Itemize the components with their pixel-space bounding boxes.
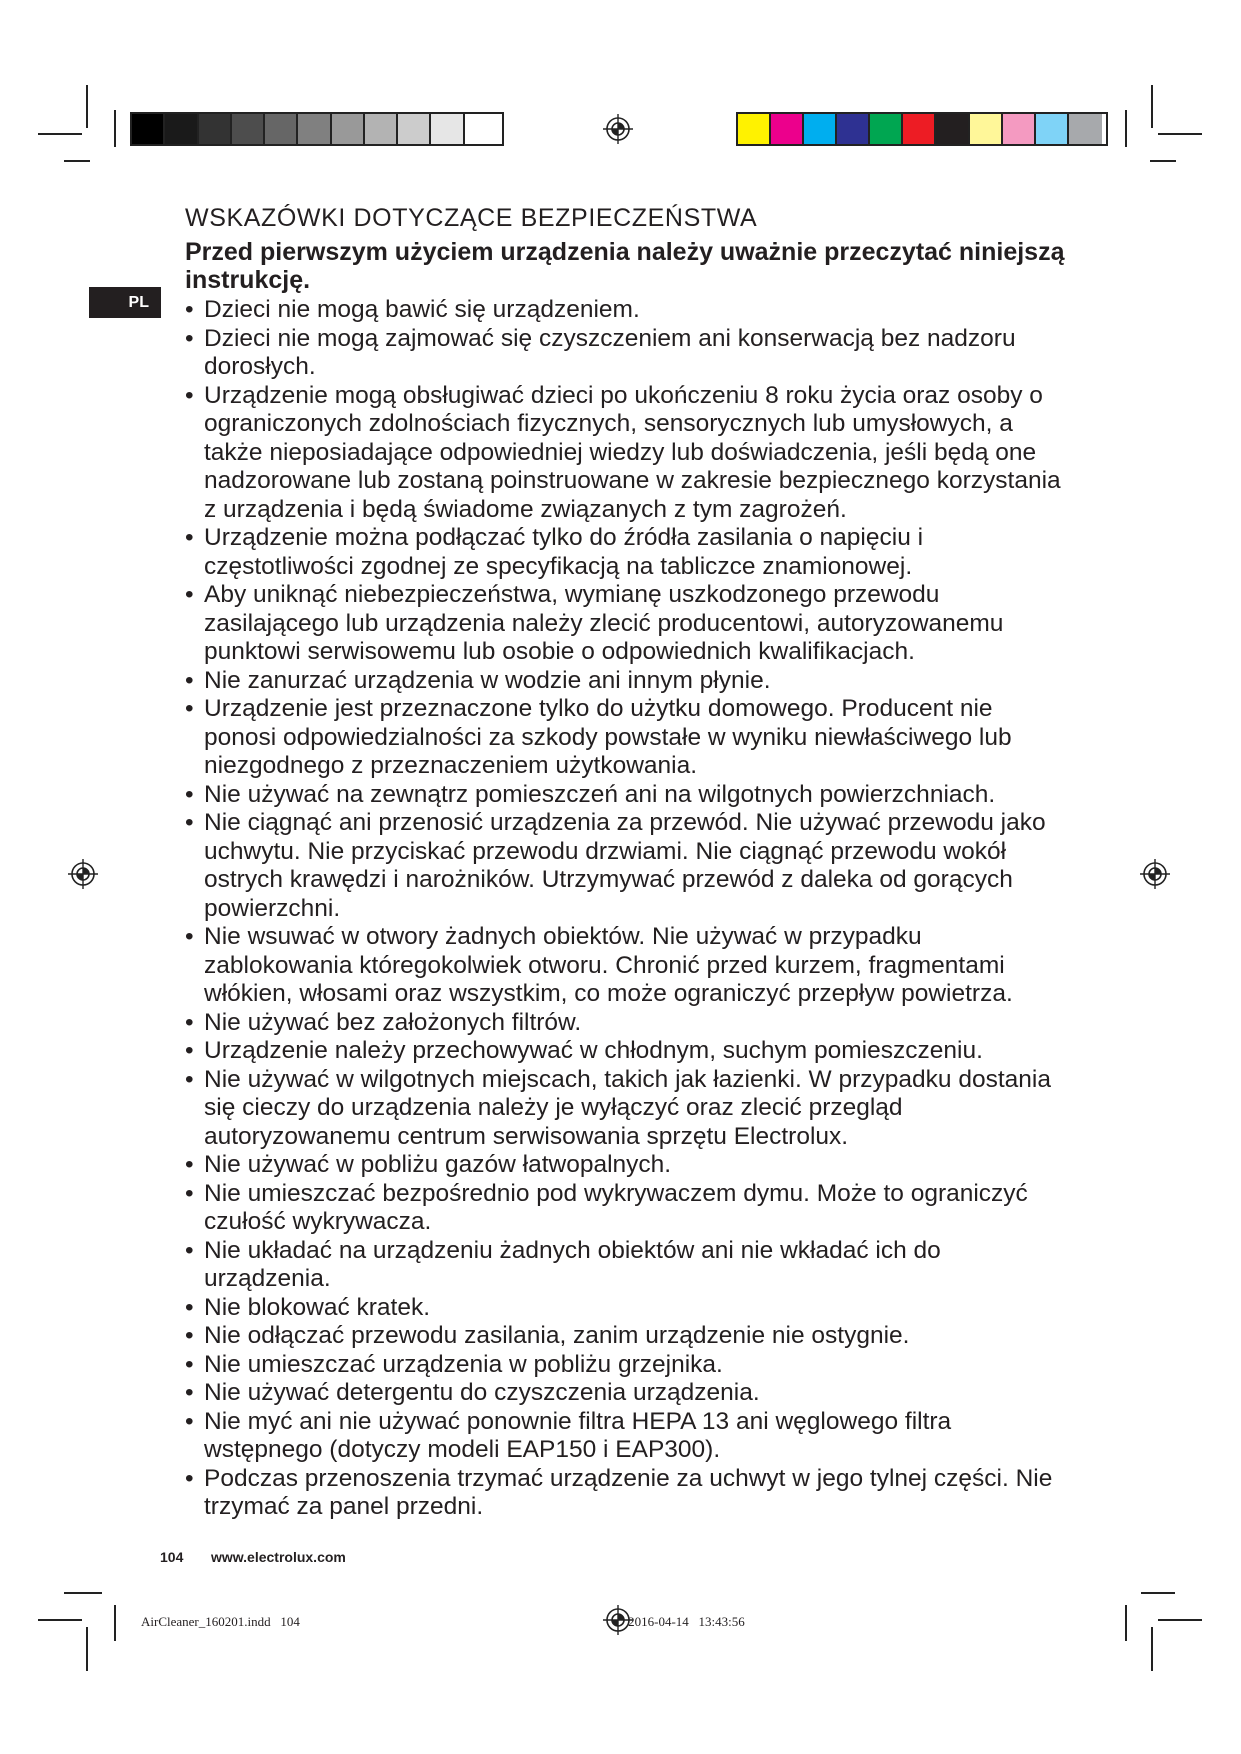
crop-mark: [64, 160, 90, 162]
gray-swatch: [465, 114, 498, 144]
color-swatch: [870, 114, 903, 144]
color-swatch: [771, 114, 804, 144]
crop-mark: [114, 110, 116, 147]
list-item: [185, 1322, 1065, 1351]
bullet-icon: •: [185, 1379, 194, 1406]
list-item: [185, 1066, 1065, 1152]
list-item-text: Urządzenie należy przechowywać w chłodnym, suchym pomieszczeniu.: [204, 1037, 983, 1064]
list-item-text: Nie zanurzać urządzenia w wodzie ani innym płynie.: [204, 666, 771, 694]
crop-mark: [86, 1627, 88, 1671]
gray-swatch: [265, 114, 298, 144]
list-item: [185, 1465, 1065, 1522]
list-item-text: Nie odłączać przewodu zasilania, zanim urządzenie nie ostygnie.: [204, 1322, 910, 1349]
crop-mark: [1150, 160, 1176, 162]
crop-mark: [38, 133, 82, 135]
list-item-text: Nie blokować kratek.: [204, 1293, 431, 1321]
list-item-text: Nie używać na zewnątrz pomieszczeń ani na wilgotnych powierzchniach.: [204, 780, 996, 808]
crop-mark: [1125, 110, 1127, 147]
list-item-text: Nie używać detergentu do czyszczenia urządzenia.: [204, 1379, 760, 1406]
color-swatch: [970, 114, 1003, 144]
gray-swatch: [298, 114, 331, 144]
list-item: [185, 1351, 1065, 1380]
color-swatch: [1036, 114, 1069, 144]
bullet-icon: •: [185, 1464, 194, 1492]
list-item: [185, 1237, 1065, 1294]
list-item-text: Dzieci nie mogą zajmować się czyszczeniem ani konserwacją bez nadzoru dorosłych.: [204, 324, 1016, 380]
bullet-icon: •: [185, 1179, 194, 1207]
crop-mark: [86, 85, 88, 128]
bullet-icon: •: [185, 1151, 194, 1178]
bullet-icon: •: [185, 1008, 194, 1036]
list-item: [185, 581, 1065, 667]
list-item-text: Nie umieszczać urządzenia w pobliżu grzejnika.: [204, 1350, 723, 1378]
list-item: [185, 1408, 1065, 1465]
gray-swatch: [398, 114, 431, 144]
list-item: [185, 1009, 1065, 1038]
color-swatch: [903, 114, 936, 144]
footer-url: www.electrolux.com: [211, 1549, 346, 1565]
list-item-text: Aby uniknąć niebezpieczeństwa, wymianę uszkodzonego przewodu zasilającego lub urządzenia należy zlecić producentowi, autoryzowanemu punktowi serwisowemu lub osobie o odpowiednich kwalifikacjach.: [204, 581, 1004, 665]
bullet-icon: •: [185, 1322, 194, 1349]
bullet-icon: •: [185, 1407, 194, 1435]
bullet-icon: •: [185, 1350, 194, 1378]
list-item: [185, 1379, 1065, 1408]
bullet-icon: •: [185, 381, 194, 409]
bullet-icon: •: [185, 1236, 194, 1264]
bullet-icon: •: [185, 324, 194, 352]
list-item: [185, 325, 1065, 382]
crop-mark: [1158, 1619, 1202, 1621]
print-slug: AirCleaner_160201.indd 104 2016-04-14 13:43:56: [141, 1614, 745, 1629]
registration-mark-icon: [68, 859, 98, 889]
bullet-icon: •: [185, 1293, 194, 1321]
list-item-text: Nie wsuwać w otwory żadnych obiektów. Nie używać w przypadku zablokowania któregokolwiek otworu. Chronić przed kurzem, fragmentami włókien, włosami oraz wszystkim, co może ograniczyć przepływ powietrza.: [204, 923, 1013, 1007]
list-item-text: Urządzenie można podłączać tylko do źródła zasilania o napięciu i częstotliwości zgodnej ze specyfikacją na tabliczce znamionowej.: [204, 524, 924, 580]
bullet-icon: •: [185, 809, 194, 836]
color-swatch: [1003, 114, 1036, 144]
list-item-text: Podczas przenoszenia trzymać urządzenie za uchwyt w jego tylnej części. Nie trzymać za panel przedni.: [204, 1464, 1053, 1520]
page-title: WSKAZÓWKI DOTYCZĄCE BEZPIECZEŃSTWA: [185, 204, 758, 232]
gray-swatch: [132, 114, 165, 144]
color-swatch: [738, 114, 771, 144]
gray-swatch: [165, 114, 198, 144]
list-item: [185, 1294, 1065, 1323]
list-item-text: Urządzenie mogą obsługiwać dzieci po ukończeniu 8 roku życia oraz osoby o ograniczonych zdolnościach fizycznych, sensorycznych lub umysłowych, a także nieposiadające odpowiedniej wiedzy lub doświadczenia, jeśli będą one nadzorowane lub zostaną poinstruowane w zakresie bezpiecznego korzystania z urządzenia i będą świadome związanych z tym zagrożeń.: [204, 381, 1061, 523]
registration-mark-icon: [603, 114, 633, 144]
list-item: [185, 382, 1065, 525]
bullet-icon: •: [185, 1065, 194, 1093]
gray-swatch: [199, 114, 232, 144]
crop-mark: [1125, 1605, 1127, 1641]
list-item: [185, 809, 1065, 923]
color-swatch: [936, 114, 969, 144]
safety-rules-list: [185, 296, 1065, 1522]
bullet-icon: •: [185, 1037, 194, 1064]
list-item: [185, 524, 1065, 581]
language-tab: PL: [89, 287, 161, 318]
list-item-text: Nie używać bez założonych filtrów.: [204, 1008, 582, 1036]
color-swatch: [804, 114, 837, 144]
list-item: [185, 1180, 1065, 1237]
crop-mark: [114, 1605, 116, 1641]
bullet-icon: •: [185, 524, 194, 551]
bullet-icon: •: [185, 666, 194, 694]
list-item: [185, 1037, 1065, 1066]
crop-mark: [1151, 85, 1153, 128]
gray-swatch: [365, 114, 398, 144]
list-item-text: Nie myć ani nie używać ponownie filtra HEPA 13 ani węglowego filtra wstępnego (dotyczy modeli EAP150 i EAP300).: [204, 1407, 952, 1463]
bullet-icon: •: [185, 581, 194, 608]
list-item: [185, 296, 1065, 325]
color-swatch: [1069, 114, 1102, 144]
crop-mark: [38, 1619, 82, 1621]
list-item-text: Nie używać w pobliżu gazów łatwopalnych.: [204, 1151, 672, 1178]
crop-mark: [64, 1592, 102, 1594]
list-item-text: Nie ciągnąć ani przenosić urządzenia za przewód. Nie używać przewodu jako uchwytu. Nie przyciskać przewodu drzwiami. Nie ciągnąć przewodu wokół ostrych krawędzi i narożników. Utrzymywać przewód z daleka od gorących powierzchni.: [204, 809, 1046, 922]
bullet-icon: •: [185, 923, 194, 950]
process-color-bar: [736, 112, 1108, 146]
bullet-icon: •: [185, 296, 194, 323]
list-item: [185, 695, 1065, 781]
page-number: 104: [160, 1549, 184, 1565]
crop-mark: [1158, 133, 1202, 135]
list-item-text: Nie używać w wilgotnych miejscach, takich jak łazienki. W przypadku dostania się cieczy do urządzenia należy je wyłączyć oraz zlecić przegląd autoryzowanemu centrum serwisowania sprzętu Electrolux.: [204, 1065, 1051, 1150]
list-item-text: Dzieci nie mogą bawić się urządzeniem.: [204, 296, 640, 323]
list-item-text: Nie układać na urządzeniu żadnych obiektów ani nie wkładać ich do urządzenia.: [204, 1236, 941, 1292]
grayscale-color-bar: [130, 112, 504, 146]
gray-swatch: [232, 114, 265, 144]
list-item: [185, 1151, 1065, 1180]
gray-swatch: [332, 114, 365, 144]
gray-swatch: [431, 114, 464, 144]
list-item-text: Urządzenie jest przeznaczone tylko do użytku domowego. Producent nie ponosi odpowiedzialności za szkody powstałe w wyniku niewłaściwego lub niezgodnego z przeznaczeniem użytkowania.: [204, 695, 1012, 779]
safety-instructions-section: [185, 202, 1065, 1522]
list-item: [185, 923, 1065, 1009]
intro-warning: Przed pierwszym użyciem urządzenia należy uważnie przeczytać niniejszą instrukcję.: [185, 238, 1065, 294]
list-item: [185, 781, 1065, 810]
registration-mark-icon: [1140, 859, 1170, 889]
crop-mark: [1151, 1627, 1153, 1671]
color-swatch: [837, 114, 870, 144]
crop-mark: [1141, 1592, 1175, 1594]
bullet-icon: •: [185, 695, 194, 722]
list-item: [185, 667, 1065, 696]
bullet-icon: •: [185, 780, 194, 808]
list-item-text: Nie umieszczać bezpośrednio pod wykrywaczem dymu. Może to ograniczyć czułość wykrywacza.: [204, 1179, 1028, 1235]
